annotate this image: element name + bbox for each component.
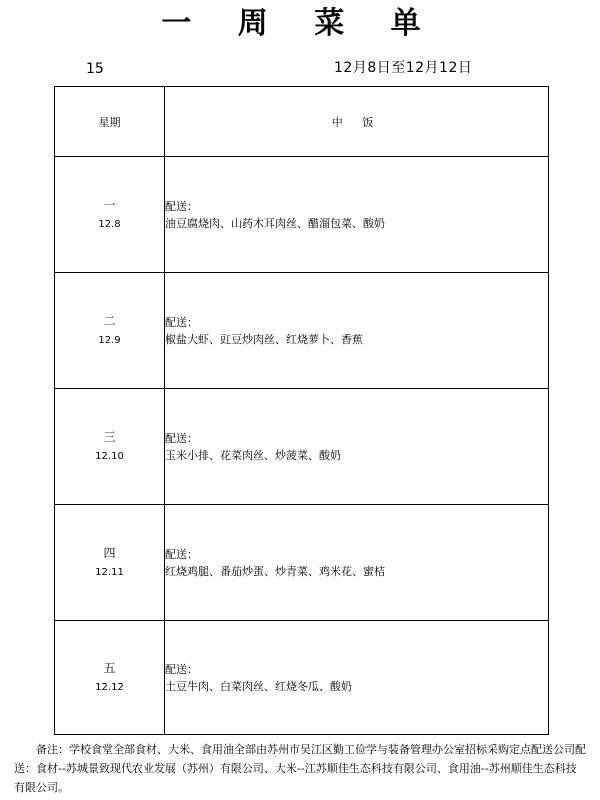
table-row xyxy=(55,273,549,389)
meal-label: 配送： xyxy=(165,431,198,445)
meal-cell xyxy=(165,505,549,621)
day-name: 一 xyxy=(103,197,116,212)
meal-label: 配送： xyxy=(165,662,198,676)
meal-items: 椒盐大虾、豇豆炒肉丝、红烧萝卜、香蕉 xyxy=(165,332,363,346)
day-cell xyxy=(55,621,165,735)
meal-label: 配送： xyxy=(165,315,198,329)
day-cell xyxy=(55,505,165,621)
meal-items: 玉米小排、花菜肉丝、炒菠菜、酸奶 xyxy=(165,448,341,462)
meal-items: 油豆腐烧肉、山药木耳肉丝、醋溜包菜、酸奶 xyxy=(165,216,385,230)
meal-items: 土豆牛肉、白菜肉丝、红烧冬瓜、酸奶 xyxy=(165,679,352,693)
header-lunch: 中 饭 xyxy=(165,87,549,157)
meal-items: 红烧鸡腿、番茄炒蛋、炒青菜、鸡米花、蜜桔 xyxy=(165,564,385,578)
meal-cell xyxy=(165,389,549,505)
table-header-row xyxy=(55,87,549,157)
day-cell xyxy=(55,273,165,389)
day-name: 五 xyxy=(103,660,116,675)
meal-cell xyxy=(165,273,549,389)
day-name: 四 xyxy=(103,545,116,560)
remarks-note: 备注：学校食堂全部食材、大米、食用油全部由苏州市吴江区勤工俭学与装备管理办公室招标采购定点配送公司配送：食材--苏城景致现代农业发展（苏州）有限公司、大米--江苏顺佳生态科技有限公司、食用油--苏州顺佳生态科技有限公司。 xyxy=(14,743,586,794)
table-row xyxy=(55,157,549,273)
day-cell xyxy=(55,389,165,505)
day-date: 12.12 xyxy=(95,681,124,693)
table-row xyxy=(55,621,549,735)
week-number: 15 xyxy=(86,61,104,77)
meal-label: 配送： xyxy=(165,199,198,213)
day-date: 12.8 xyxy=(98,218,121,230)
menu-table xyxy=(54,86,549,735)
header-day: 星期 xyxy=(55,87,165,157)
meal-cell xyxy=(165,157,549,273)
day-date: 12.10 xyxy=(95,450,124,462)
date-range: 12月8日至12月12日 xyxy=(334,60,473,76)
day-cell xyxy=(55,157,165,273)
day-name: 三 xyxy=(103,429,116,444)
table-row xyxy=(55,389,549,505)
meal-cell xyxy=(165,621,549,735)
day-date: 12.11 xyxy=(95,566,124,578)
day-date: 12.9 xyxy=(98,334,121,346)
page-title: 一 周 菜 单 xyxy=(161,6,439,41)
meal-label: 配送： xyxy=(165,547,198,561)
table-row xyxy=(55,505,549,621)
day-name: 二 xyxy=(103,313,116,328)
